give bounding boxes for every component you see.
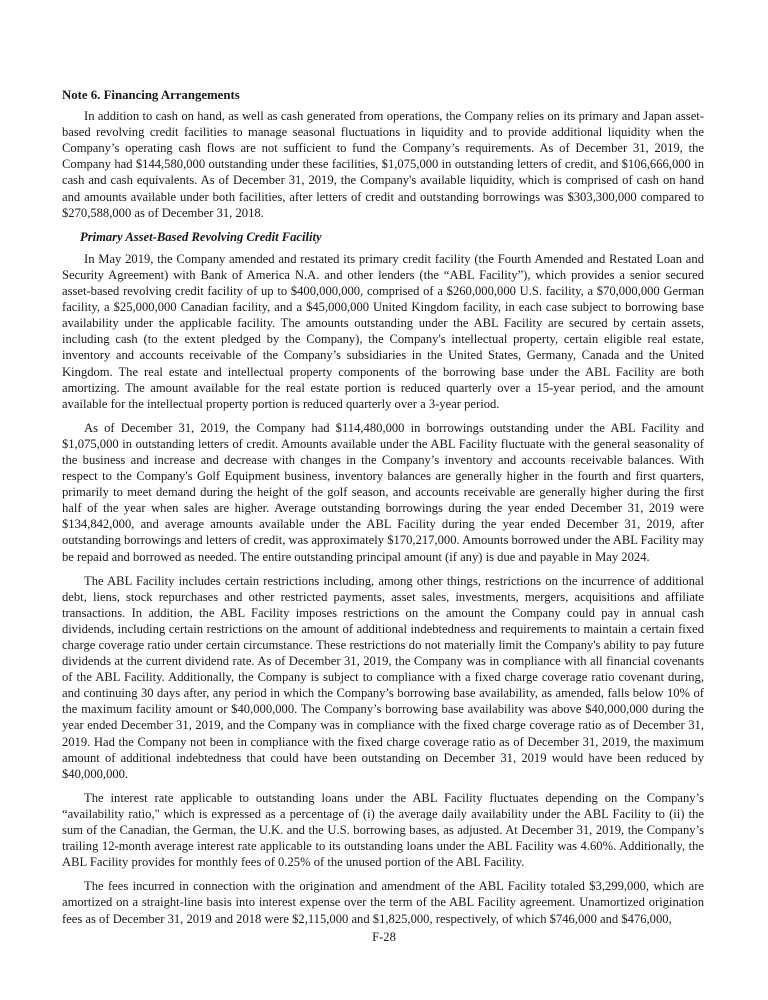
note-title: Note 6. Financing Arrangements [62, 88, 240, 102]
paragraph-abl-facility-overview: In May 2019, the Company amended and restated its primary credit facility (the Fourth Amended and Restated Loan and Security Agreement) with Bank of America N.A. and other lenders (the “ABL Facility”), which provides a senior secured asset-based revolving credit facility of up to $400,000,000, comprised of a $260,000,000 U.S. facility, a $70,000,000 German facility, a $25,000,000 Canadian facility, and a $45,000,000 United Kingdom facility, in each case subject to borrowing base availability under the applicable facility. The amounts outstanding under the ABL Facility are secured by certain assets, including cash (to the extent pledged by the Company), the Company's intellectual property, certain eligible real estate, inventory and accounts receivable of the Company’s subsidiaries in the United States, Germany, Canada and the United Kingdom. The real estate and intellectual property components of the borrowing base under the ABL Facility are both amortizing. The amount available for the real estate portion is reduced quarterly over a 15-year period, and the amount available for the intellectual property portion is reduced quarterly over a 3-year period. [62, 251, 704, 411]
document-page [62, 87, 704, 935]
paragraph-interest-rate: The interest rate applicable to outstanding loans under the ABL Facility fluctuates depending on the Company’s “availability ratio," which is expressed as a percentage of (i) the average daily availability under the ABL Facility to (ii) the sum of the Canadian, the German, the U.K. and the U.S. borrowing bases, as adjusted. At December 31, 2019, the Company’s trailing 12-month average interest rate applicable to its outstanding loans under the ABL Facility was 4.60%. Additionally, the ABL Facility provides for monthly fees of 0.25% of the unused portion of the ABL Facility. [62, 790, 704, 870]
paragraph-restrictions: The ABL Facility includes certain restrictions including, among other things, restrictions on the incurrence of additional debt, liens, stock repurchases and other restricted payments, asset sales, investments, mergers, acquisitions and affiliate transactions. In addition, the ABL Facility imposes restrictions on the amount the Company could pay in annual cash dividends, including certain restrictions on the amount of additional indebtedness and requirements to maintain a certain fixed charge coverage ratio under certain circumstance. These restrictions do not materially limit the Company's ability to pay future dividends at the current dividend rate. As of December 31, 2019, the Company was in compliance with all financial covenants of the ABL Facility. Additionally, the Company is subject to compliance with a fixed charge coverage ratio covenant during, and continuing 30 days after, any period in which the Company’s borrowing base availability, as amended, falls below 10% of the maximum facility amount or $40,000,000. The Company’s borrowing base availability was above $40,000,000 during the year ended December 31, 2019, and the Company was in compliance with the fixed charge coverage ratio as of December 31, 2019. Had the Company not been in compliance with the fixed charge coverage ratio as of December 31, 2019, the maximum amount of additional indebtedness that could have been outstanding on December 31, 2019 would have been reduced by $40,000,000. [62, 573, 704, 781]
intro-paragraph: In addition to cash on hand, as well as cash generated from operations, the Company relies on its primary and Japan asset-based revolving credit facilities to manage seasonal fluctuations in liquidity and to provide additional liquidity when the Company’s operating cash flows are not sufficient to fund the Company’s requirements. As of December 31, 2019, the Company had $144,580,000 outstanding under these facilities, $1,075,000 in outstanding letters of credit, and $106,666,000 in cash and cash equivalents. As of December 31, 2019, the Company's available liquidity, which is comprised of cash on hand and amounts available under both facilities, after letters of credit and outstanding borrowings was $303,300,000 compared to $270,588,000 as of December 31, 2018. [62, 109, 704, 220]
section-heading: Primary Asset-Based Revolving Credit Facility [80, 229, 322, 244]
paragraph-borrowings-outstanding: As of December 31, 2019, the Company had $114,480,000 in borrowings outstanding under the ABL Facility and $1,075,000 in outstanding letters of credit. Amounts available under the ABL Facility fluctuate with the general seasonality of the business and increase and decrease with changes in the Company’s inventory and accounts receivable balances. With respect to the Company's Golf Equipment business, inventory balances are generally higher in the fourth and first quarters, primarily to meet demand during the height of the golf season, and accounts receivable are generally higher during the first half of the year when sales are higher. Average outstanding borrowings during the year ended December 31, 2019 were $134,842,000, and average amounts available under the ABL Facility during the year ended December 31, 2019, after outstanding borrowings and letters of credit, was approximately $170,217,000. Amounts borrowed under the ABL Facility may be repaid and borrowed as needed. The entire outstanding principal amount (if any) is due and payable in May 2024. [62, 420, 704, 564]
page-number: F-28 [372, 930, 396, 944]
paragraph-origination-fees: The fees incurred in connection with the origination and amendment of the ABL Facility totaled $3,299,000, which are amortized on a straight-line basis into interest expense over the term of the ABL Facility agreement. Unamortized origination fees as of December 31, 2019 and 2018 were $2,115,000 and $1,825,000, respectively, of which $746,000 and $476,000, [62, 879, 704, 926]
